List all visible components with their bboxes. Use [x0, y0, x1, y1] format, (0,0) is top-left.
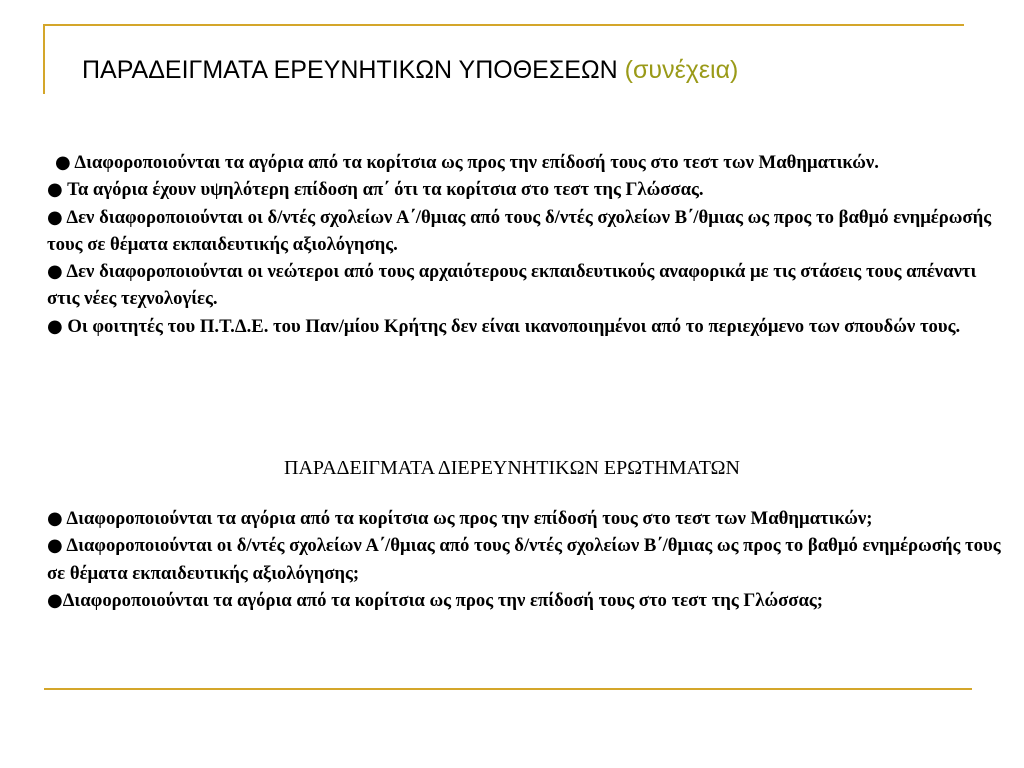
list-item — [47, 258, 1012, 313]
list-item-text: Διαφοροποιούνται τα αγόρια από τα κορίτσια ως προς την επίδοσή τους στο τεστ των Μαθηματικών; — [66, 508, 873, 529]
list-item-text: Οι φοιτητές του Π.Τ.Δ.Ε. του Παν/μίου Κρήτης δεν είναι ικανοποιημένοι από το περιεχόμενο των σπουδών τους. — [67, 315, 961, 337]
slide-title-accent: (συνέχεια) — [624, 56, 739, 84]
list-item — [47, 505, 1012, 532]
bottom-rule — [44, 688, 972, 690]
bullet-icon: ● — [55, 152, 71, 173]
hypotheses-list — [47, 149, 1012, 340]
list-item-text: Δεν διαφοροποιούνται οι νεώτεροι από τους αρχαιότερους εκπαιδευτικούς αναφορικά με τις στάσεις τους απέναντι στις νέες τεχνολογίες. — [47, 261, 977, 310]
list-item — [47, 313, 1012, 340]
list-item-text: Δεν διαφοροποιούνται οι δ/ντές σχολείων Α΄/θμιας από τους δ/ντές σχολείων Β΄/θμιας ως προς το βαθμό ενημέρωσής τους σε θέματα εκπαιδευτικής αξιολόγησης. — [47, 206, 992, 255]
slide-title-main: ΠΑΡΑΔΕΙΓΜΑΤΑ ΕΡΕΥΝΗΤΙΚΩΝ ΥΠΟΘΕΣΕΩΝ — [82, 56, 618, 84]
questions-heading: ΠΑΡΑΔΕΙΓΜΑΤΑ ΔΙΕΡΕΥΝΗΤΙΚΩΝ ΕΡΩΤΗΜΑΤΩΝ — [284, 457, 740, 479]
slide-title — [82, 53, 738, 87]
bullet-icon: ● — [47, 261, 63, 283]
bullet-icon: ● — [47, 206, 63, 228]
bullet-icon: ● — [47, 179, 63, 201]
list-item — [47, 532, 1012, 587]
top-rule — [44, 24, 964, 26]
list-item — [47, 204, 1012, 259]
bullet-icon: ● — [47, 508, 63, 529]
list-item — [47, 149, 1012, 176]
left-rule — [43, 24, 45, 94]
list-item-text: Διαφοροποιούνται οι δ/ντές σχολείων Α΄/θμιας από τους δ/ντές σχολείων Β΄/θμιας ως προς το βαθμό ενημέρωσής τους σε θέματα εκπαιδευτικής αξιολόγησης; — [47, 535, 1001, 584]
bullet-icon: ● — [47, 535, 63, 557]
questions-list — [47, 505, 1012, 614]
list-item — [47, 176, 1012, 203]
list-item-text: Διαφοροποιούνται τα αγόρια από τα κορίτσια ως προς την επίδοσή τους στο τεστ της Γλώσσας; — [62, 589, 824, 611]
bullet-icon: ● — [47, 589, 63, 611]
bullet-icon: ● — [47, 315, 63, 337]
list-item — [47, 587, 1012, 614]
list-item-text: Διαφοροποιούνται τα αγόρια από τα κορίτσια ως προς την επίδοσή τους στο τεστ των Μαθηματικών. — [74, 152, 879, 173]
list-item-text: Τα αγόρια έχουν υψηλότερη επίδοση απ΄ ότι τα κορίτσια στο τεστ της Γλώσσας. — [67, 179, 704, 201]
